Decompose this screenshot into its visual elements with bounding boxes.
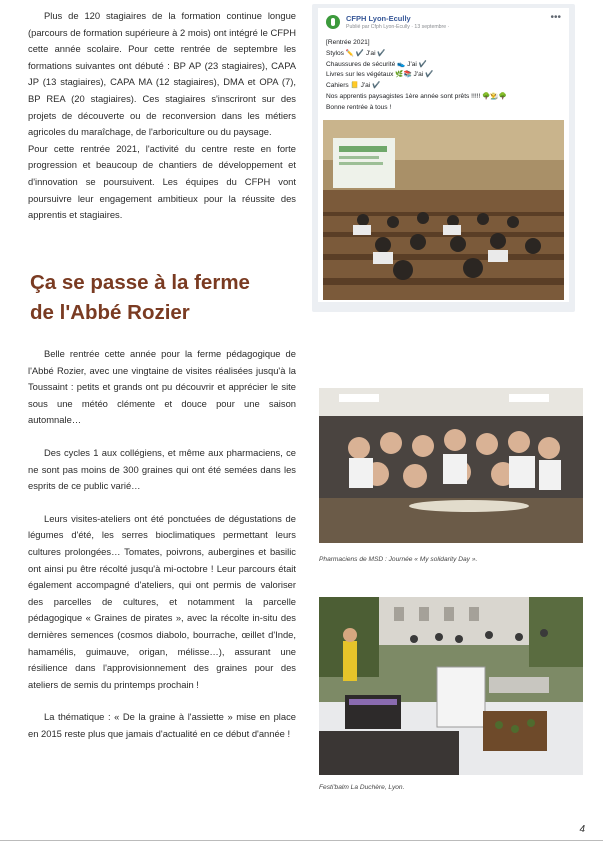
- footer-divider: [0, 840, 603, 841]
- section-heading: [30, 268, 290, 328]
- post-text: [326, 38, 562, 114]
- post-line: Bonne rentrée à tous !: [326, 103, 392, 111]
- section-heading-line-2: de l'Abbé Rozier: [30, 301, 190, 324]
- page-name: CFPH Lyon-Ecully: [346, 14, 411, 23]
- page-number: 4: [579, 824, 585, 835]
- article-body: [28, 346, 296, 742]
- post-line: Nos apprentis paysagistes 1ère année sont prêts !!!!! 🌳👨‍🌾🌳: [326, 92, 507, 100]
- lecture-hall-photo: [323, 120, 564, 300]
- post-line: Chaussures de sécurité 👟 J'ai ✔️: [326, 60, 427, 68]
- photo-caption: Festi'balm La Duchère, Lyon.: [319, 784, 405, 791]
- page-logo-icon: [326, 15, 340, 29]
- body-paragraph-3: Leurs visites-ateliers ont été ponctuées de dégustations de légumes d'été, les serres bioclimatiques permettant leurs cultures prolongées… Tomates, poivrons, aubergines et basilic ont ainsi pu être récolté jusqu'à mi-octobre ! Leur parcours était également accompagné d'ateliers, qui ont permis de valoriser des parcelles de cultures, et notamment la parcelle pédagogique « Graines de pirates », avec la récolte in-situ des dernières semences (cosmos diabolo, bourrache, œillet d'Inde, hamamélis, guimauve, origan, mélisse…), assurant une résilience dans l'approvisionnement des graines pour des ateliers de semis du printemps prochain !: [28, 512, 296, 690]
- facebook-post-screenshot: [312, 4, 575, 312]
- more-options-icon: •••: [550, 12, 561, 23]
- body-paragraph-2: Des cycles 1 aux collégiens, et même aux pharmaciens, ce ne sont pas moins de 300 graines qui ont été semées dans les esprits de ce public varié…: [28, 446, 296, 492]
- post-line: Cahiers 📒 J'ai ✔️: [326, 82, 381, 90]
- intro-paragraph-1: Plus de 120 stagiaires de la formation continue longue (parcours de formation supérieure à 2 mois) ont intégré le CFPH cette année scolaire. Pour cette rentrée de septembre les formations suivantes ont débuté : BP AP (23 stagiaires), CAPA JP (13 stagiaires), CAPA MA (12 stagiaires), DMA et OPA (7), BP REA (20 stagiaires). Ces stagiaires s'inscriront sur des projets de découverte ou de reconversion dans les métiers agricoles du maraîchage, de l'arboriculture ou du paysage.: [28, 10, 296, 138]
- post-line: Livres sur les végétaux 🌿📚 J'ai ✔️: [326, 71, 434, 79]
- pharmacists-group-photo: [319, 388, 583, 543]
- intro-text: [28, 8, 296, 224]
- body-paragraph-4: La thématique : « De la graine à l'assiette » mise en place en 2015 reste plus que jamais d'actualité en ce début d'année !: [28, 711, 296, 739]
- intro-paragraph-2: Pour cette rentrée 2021, l'activité du centre reste en forte progression et beaucoup de chantiers de développement et d'innovation se poursuivent. Les équipes du CFPH vont poursuivre leur engagement ambitieux pour la réussite des apprentis et stagiaires.: [28, 142, 296, 221]
- section-heading-line-1: Ça se passe à la ferme: [30, 271, 250, 294]
- festival-workshop-photo: [319, 597, 583, 775]
- post-line: Stylos ✏️ ✔️ J'ai ✔️: [326, 49, 386, 57]
- facebook-post-card: [318, 8, 569, 302]
- post-line: [Rentrée 2021]: [326, 39, 370, 46]
- photo-caption: Pharmaciens de MSD : Journée « My solidarity Day ».: [319, 556, 478, 563]
- post-meta: Publié par Cfph Lyon-Ecully · 13 septembre ·: [346, 24, 450, 30]
- body-paragraph-1: Belle rentrée cette année pour la ferme pédagogique de l'Abbé Rozier, avec une vingtaine de visites réalisées jusqu'à la Toussaint : petits et grands ont pu découvrir et apprécier le site sous une météo clémente et douce pour une saison automnale…: [28, 348, 296, 426]
